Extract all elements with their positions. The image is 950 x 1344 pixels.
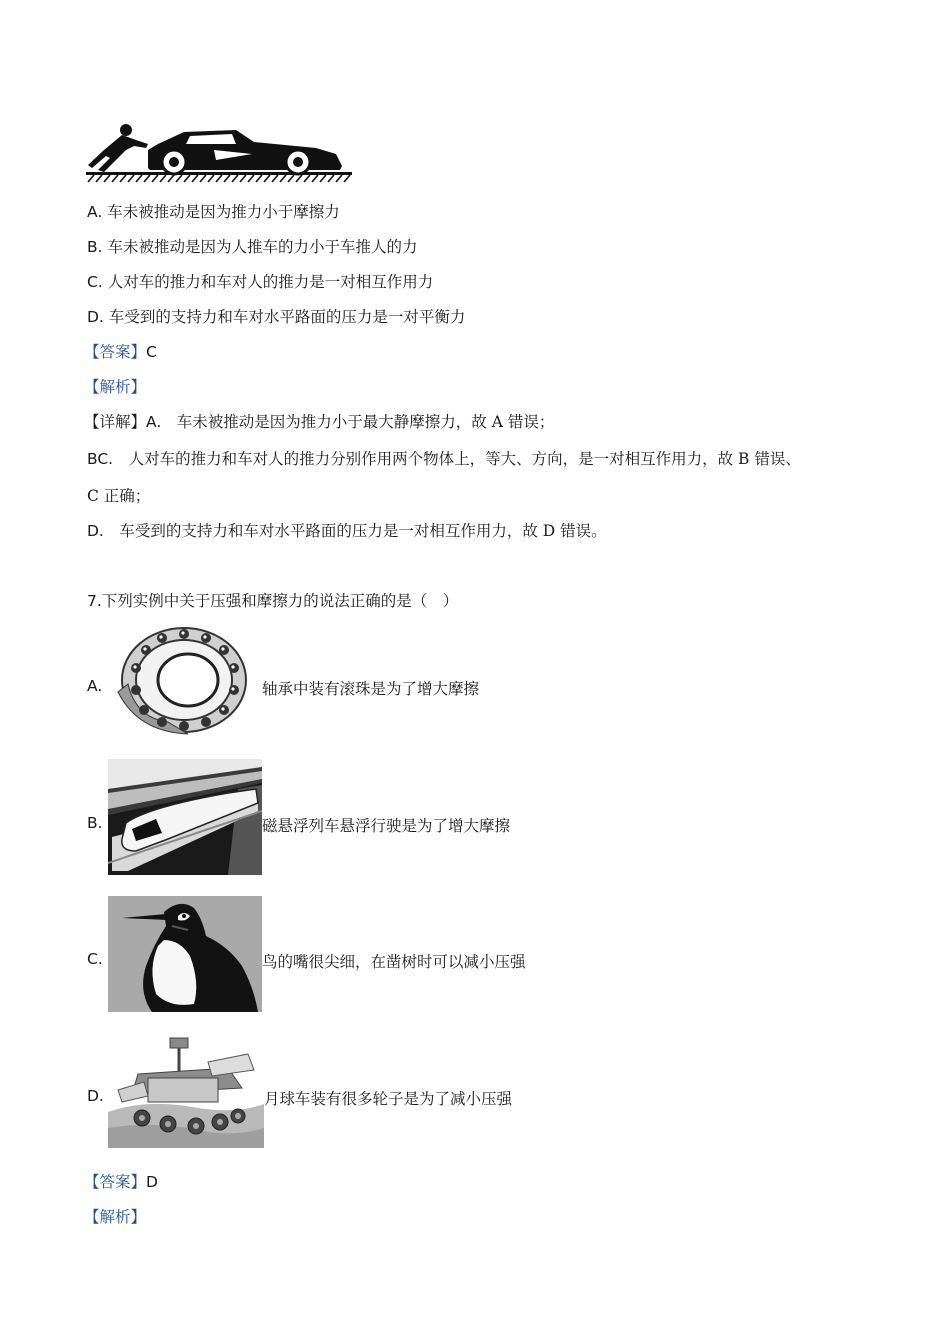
answer-tag: 【答案】 — [84, 1173, 147, 1191]
detail-bc-label: BC. — [87, 450, 114, 468]
detail-d-text: 车受到的支持力和车对水平路面的压力是一对相互作用力，故 D 错误。 — [103, 522, 607, 540]
q7-stem — [87, 591, 458, 611]
q6-answer — [84, 342, 157, 362]
option-label: A. — [87, 203, 103, 221]
detail-a-label: A. — [146, 413, 162, 431]
q7-option-c-text: 鸟的嘴很尖细，在凿树时可以减小压强 — [262, 953, 526, 971]
q6-detail-a — [84, 412, 554, 432]
q7-option-b-text: 磁悬浮列车悬浮行驶是为了增大摩擦 — [262, 817, 511, 835]
detail-tag: 【详解】 — [84, 413, 147, 431]
detail-bc-cont-text: C 正确； — [87, 487, 151, 505]
answer-value: C — [146, 343, 157, 361]
analysis-tag: 【解析】 — [84, 1208, 147, 1226]
q6-option-a — [87, 202, 340, 222]
option-label: D. — [87, 308, 104, 326]
q7-option-a-text: 轴承中装有滚珠是为了增大摩擦 — [262, 680, 480, 698]
option-label: C. — [87, 273, 103, 291]
option-text: 人对车的推力和车对人的推力是一对相互作用力 — [107, 273, 434, 291]
detail-bc-text: 人对车的推力和车对人的推力分别作用两个物体上，等大、方向，是一对相互作用力，故 B 错误、 — [113, 450, 801, 468]
q7-option-b-label: B. — [87, 814, 103, 832]
lunar-rover-image — [108, 1032, 264, 1148]
question-text: 下列实例中关于压强和摩擦力的说法正确的是（ ） — [101, 592, 459, 610]
option-text: 车未被推动是因为推力小于摩擦力 — [107, 203, 340, 221]
ball-bearing-image — [108, 622, 248, 738]
answer-tag: 【答案】 — [84, 343, 147, 361]
q7-answer — [84, 1172, 158, 1192]
detail-a-text: 车未被推动是因为推力小于最大静摩擦力，故 A 错误； — [161, 413, 555, 431]
q7-option-d-label: D. — [87, 1087, 104, 1105]
option-text: 车受到的支持力和车对水平路面的压力是一对平衡力 — [108, 308, 466, 326]
option-label: B. — [87, 238, 103, 256]
q7-option-a-label: A. — [87, 677, 103, 695]
maglev-train-image — [108, 759, 262, 875]
q6-option-c — [87, 272, 433, 292]
q6-detail-d — [87, 521, 607, 541]
q7-analysis-heading — [84, 1207, 146, 1227]
question-number: 7. — [87, 592, 102, 610]
detail-d-label: D. — [87, 522, 104, 540]
option-text: 车未被推动是因为人推车的力小于车推人的力 — [107, 238, 418, 256]
q7-option-c-label: C. — [87, 950, 103, 968]
q7-option-d-text: 月球车装有很多轮子是为了减小压强 — [264, 1090, 513, 1108]
woodpecker-bird-image — [108, 896, 262, 1012]
q6-analysis-heading — [84, 377, 146, 397]
answer-value: D — [146, 1173, 158, 1191]
person-pushing-car-figure — [86, 120, 354, 184]
q6-option-d — [87, 307, 465, 327]
q6-detail-bc — [87, 449, 801, 469]
analysis-tag: 【解析】 — [84, 378, 147, 396]
q6-option-b — [87, 237, 418, 257]
q6-detail-bc-cont — [87, 486, 150, 506]
